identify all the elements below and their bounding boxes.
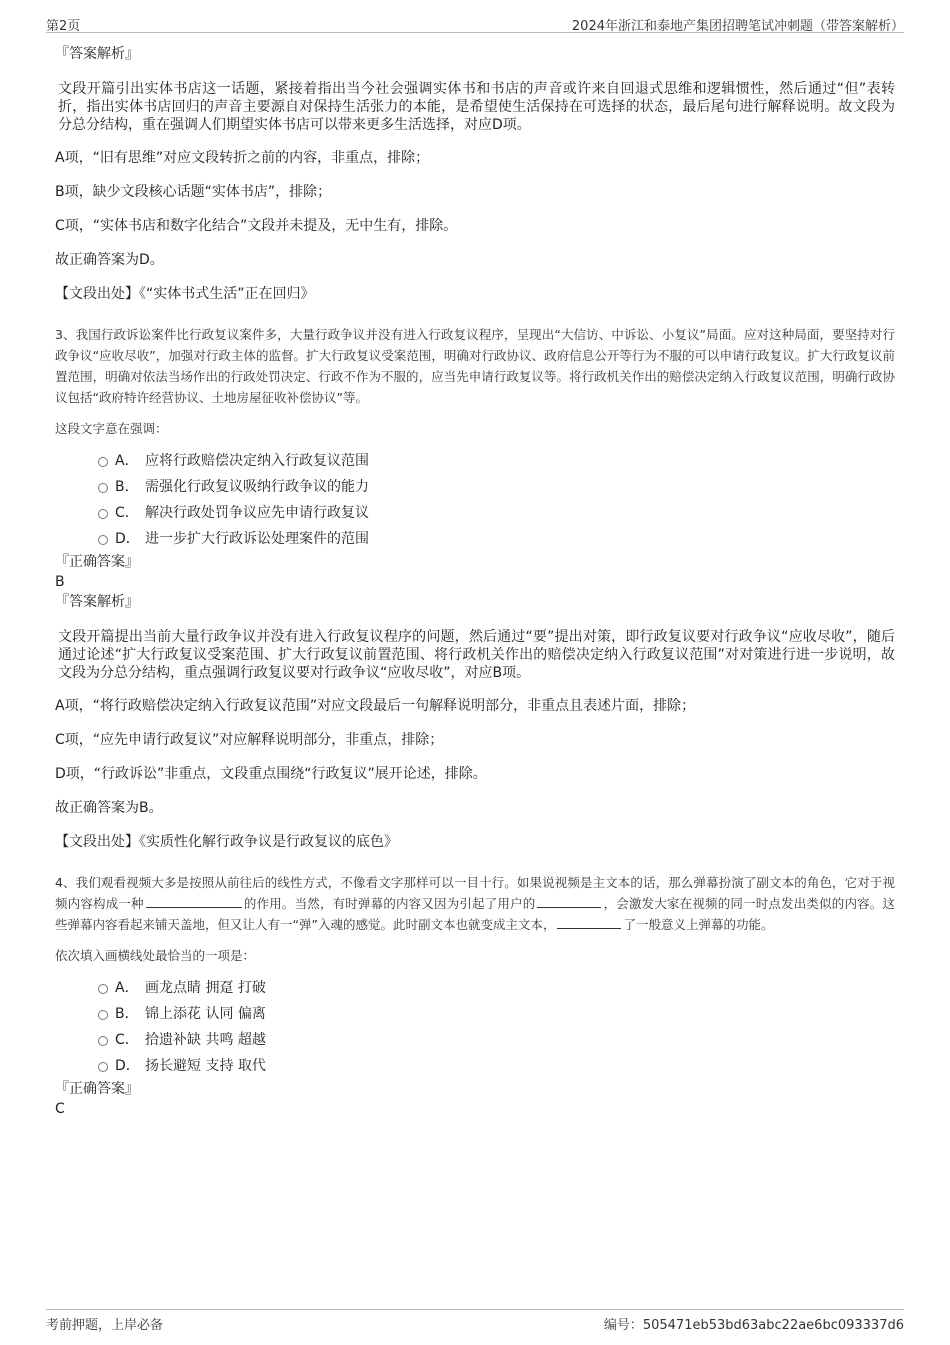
blank-1 — [146, 894, 242, 908]
q3-option-d[interactable]: D． 进一步扩大行政诉讼处理案件的范围 — [55, 526, 895, 552]
q3-options — [55, 448, 895, 552]
q3-prompt: 这段文字意在强调： — [55, 421, 168, 436]
page-header — [46, 12, 904, 33]
footer-slogan: 考前押题，上岸必备 — [46, 1318, 164, 1333]
q4-option-a[interactable]: A． 画龙点睛 拥趸 打破 — [55, 975, 895, 1001]
q4-question-text: 4、我们观看视频大多是按照从前往后的线性方式，不像看文字那样可以一目十行。如果说视频是主文本的话，那么弹幕扮演了副文本的角色，它对于视频内容构成一种 的作用。当然，有时弹幕的内容又因为引起了用户的 ，会激发大家在视频的同一时点发出类似的内容。这些弹幕内容看起来铺天盖地，但又让人有一“弹”入魂的感觉。此时副文本也就变成主文本， 了一般意义上弹幕的功能。 — [55, 875, 895, 932]
radio-button[interactable] — [98, 535, 108, 545]
q3-source: 【文段出处】《实质性化解行政争议是行政复议的底色》 — [55, 834, 398, 850]
q4-answer: C — [55, 1101, 65, 1117]
q3-option-a-analysis: A项，“将行政赔偿决定纳入行政复议范围”对应文段最后一句解释说明部分，非重点且表述片面，排除； — [55, 698, 696, 714]
q3-option-b[interactable]: B． 需强化行政复议吸纳行政争议的能力 — [55, 474, 895, 500]
q2-analysis-text: 文段开篇引出实体书店这一话题，紧接着指出当今社会强调实体书和书店的声音或许来自回退式思维和逻辑惯性，然后通过“但”表转折，指出实体书店回归的声音主要源自对保持生活张力的本能，是希望使生活保持在可选择的状态，最后尾句进行解释说明。故文段为分总分结构，重在强调人们期望实体书店可以带来更多生活选择，对应D项。 — [58, 81, 895, 133]
q4-options — [55, 975, 895, 1079]
radio-button[interactable] — [98, 457, 108, 467]
q3-question-text: 3、我国行政诉讼案件比行政复议案件多，大量行政争议并没有进入行政复议程序，呈现出“大信访、中诉讼、小复议”局面。应对这种局面，要坚持对行政争议“应收尽收”，加强对行政主体的监督。扩大行政复议受案范围，明确对行政协议、政府信息公开等行为不服的可以申请行政复议。扩大行政复议前置范围，明确对依法当场作出的行政处罚决定、行政不作为不服的，应当先申请行政复议等。将行政机关作出的赔偿决定纳入行政复议范围，明确行政协议包括“政府特许经营协议、土地房屋征收补偿协议”等。 — [55, 327, 895, 405]
q3-analysis-text: 文段开篇提出当前大量行政争议并没有进入行政复议程序的问题，然后通过“要”提出对策，即行政复议要对行政争议“应收尽收”，随后通过论述“扩大行政复议受案范围、扩大行政复议前置范围、将行政机关作出的赔偿决定纳入行政复议范围”对对策进行进一步说明，故文段为分总分结构，重点强调行政复议要对行政争议“应收尽收”，对应B项。 — [58, 629, 895, 681]
page-footer — [46, 1309, 904, 1333]
blank-2 — [537, 894, 601, 908]
q3-answer-label: 『正确答案』 — [55, 554, 139, 570]
q3-option-d-analysis: D项，“行政诉讼”非重点，文段重点围绕“行政复议”展开论述，排除。 — [55, 766, 487, 782]
q4-option-c[interactable]: C． 拾遗补缺 共鸣 超越 — [55, 1027, 895, 1053]
radio-button[interactable] — [98, 1036, 108, 1046]
radio-button[interactable] — [98, 1062, 108, 1072]
q3-option-c[interactable]: C． 解决行政处罚争议应先申请行政复议 — [55, 500, 895, 526]
q2-source: 【文段出处】《“实体书式生活”正在回归》 — [55, 286, 315, 302]
q4-answer-label: 『正确答案』 — [55, 1081, 139, 1097]
page-number: 第2页 — [46, 19, 81, 34]
q2-option-c-analysis: C项，“实体书店和数字化结合”文段并未提及，无中生有，排除。 — [55, 218, 458, 234]
q3-analysis-label: 『答案解析』 — [55, 594, 139, 610]
document-id: 编号：505471eb53bd63abc22ae6bc093337d6 — [603, 1318, 904, 1333]
q2-conclusion: 故正确答案为D。 — [55, 252, 164, 268]
blank-3 — [557, 915, 621, 929]
q2-analysis-label: 『答案解析』 — [55, 46, 139, 62]
radio-button[interactable] — [98, 984, 108, 994]
main-content — [55, 44, 895, 1119]
radio-button[interactable] — [98, 509, 108, 519]
q2-option-a-analysis: A项，“旧有思维”对应文段转折之前的内容，非重点，排除； — [55, 150, 430, 166]
q2-option-b-analysis: B项，缺少文段核心话题“实体书店”，排除； — [55, 184, 332, 200]
q4-option-d[interactable]: D． 扬长避短 支持 取代 — [55, 1053, 895, 1079]
q3-option-c-analysis: C项，“应先申请行政复议”对应解释说明部分，非重点，排除； — [55, 732, 444, 748]
document-title: 2024年浙江和泰地产集团招聘笔试冲刺题（带答案解析） — [571, 19, 904, 34]
q3-answer: B — [55, 574, 65, 590]
q4-prompt: 依次填入画横线处最恰当的一项是： — [55, 948, 256, 963]
q4-option-b[interactable]: B． 锦上添花 认同 偏离 — [55, 1001, 895, 1027]
q3-option-a[interactable]: A． 应将行政赔偿决定纳入行政复议范围 — [55, 448, 895, 474]
q3-conclusion: 故正确答案为B。 — [55, 800, 163, 816]
radio-button[interactable] — [98, 483, 108, 493]
radio-button[interactable] — [98, 1010, 108, 1020]
